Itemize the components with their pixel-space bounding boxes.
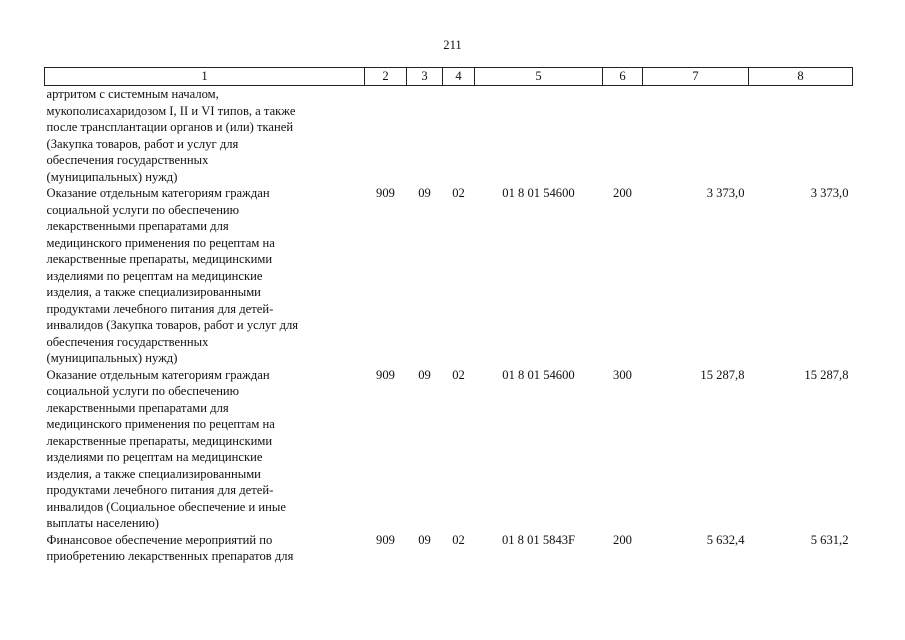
amount-year-2: 15 287,8 — [804, 367, 849, 382]
subsection-code: 02 — [452, 532, 465, 547]
header-cell-1: 1 — [45, 68, 365, 86]
target-article-code: 01 8 01 54600 — [502, 367, 575, 382]
description-line: артритом с системным началом, — [46, 87, 219, 101]
header-cell-7: 7 — [643, 68, 749, 86]
grbs-code — [365, 86, 407, 186]
description-line: лекарственные препараты, медицинскими — [46, 433, 273, 448]
description-line: изделиями по рецептам на медицинские — [46, 268, 263, 283]
description-line: социальной услуги по обеспечению — [46, 384, 240, 398]
grbs-code: 909 — [376, 532, 395, 547]
description-line: изделия, а также специализированными — [46, 285, 261, 299]
table-row — [45, 185, 853, 367]
description-line: после трансплантации органов и (или) тканей — [46, 120, 294, 134]
grbs-code: 909 — [376, 186, 395, 200]
row-description — [45, 185, 365, 367]
amount-year-1: 15 287,8 — [700, 367, 745, 382]
amount-year-2: 3 373,0 — [810, 186, 849, 200]
budget-table — [44, 67, 853, 565]
header-cell-4: 4 — [443, 68, 475, 86]
amount-year-1: 5 632,4 — [706, 532, 745, 547]
subsection-code: 02 — [452, 186, 465, 200]
header-cell-5: 5 — [475, 68, 603, 86]
amount-year-2: 5 631,2 — [810, 532, 849, 547]
expense-type-code: 200 — [613, 532, 632, 547]
table-row — [45, 532, 853, 565]
header-row — [45, 68, 853, 86]
description-line: инвалидов (Социальное обеспечение и иные — [46, 499, 286, 514]
description-line: выплаты населению) — [46, 516, 159, 530]
table-row — [45, 367, 853, 532]
description-line: мукополисахаридозом I, II и VI типов, а также — [46, 103, 296, 118]
row-description — [45, 532, 365, 565]
description-line: обеспечения государственных — [46, 334, 209, 349]
target-article-code: 01 8 01 54600 — [502, 186, 575, 200]
row-description — [45, 86, 365, 186]
header-cell-2: 2 — [365, 68, 407, 86]
target-article-code: 01 8 01 5843F — [501, 532, 576, 547]
description-line: изделия, а также специализированными — [46, 466, 261, 481]
page-number: 211 — [443, 38, 462, 52]
description-line: Финансовое обеспечение мероприятий по — [46, 532, 273, 547]
description-line: инвалидов (Закупка товаров, работ и услуг для — [46, 318, 299, 332]
amount-year-2 — [749, 86, 853, 186]
subsection-code: 02 — [452, 367, 465, 382]
description-line: обеспечения государственных — [46, 153, 209, 167]
description-line: лекарственными препаратами для — [46, 219, 229, 233]
description-line: лекарственными препаратами для — [46, 400, 229, 415]
section-code: 09 — [418, 532, 431, 547]
amount-year-1 — [643, 86, 749, 186]
row-description — [45, 367, 365, 532]
description-line: социальной услуги по обеспечению — [46, 202, 240, 217]
description-line: (муниципальных) нужд) — [46, 169, 178, 184]
section-code — [407, 86, 443, 186]
description-line: продуктами лечебного питания для детей- — [46, 483, 274, 497]
expense-type-code: 200 — [613, 186, 632, 200]
description-line: (Закупка товаров, работ и услуг для — [46, 136, 239, 151]
description-line: (муниципальных) нужд) — [46, 351, 178, 365]
description-line: Оказание отдельным категориям граждан — [46, 186, 270, 200]
subsection-code — [443, 86, 475, 186]
section-code: 09 — [418, 367, 431, 382]
amount-year-1: 3 373,0 — [706, 186, 745, 200]
description-line: медицинского применения по рецептам на — [46, 417, 275, 431]
description-line: Оказание отдельным категориям граждан — [46, 367, 270, 382]
description-line: медицинского применения по рецептам на — [46, 235, 275, 250]
description-line: изделиями по рецептам на медицинские — [46, 450, 263, 464]
description-line: продуктами лечебного питания для детей- — [46, 301, 274, 316]
grbs-code: 909 — [376, 367, 395, 382]
header-cell-6: 6 — [603, 68, 643, 86]
header-cell-8: 8 — [749, 68, 853, 86]
expense-type-code — [603, 86, 643, 186]
target-article-code — [475, 86, 603, 186]
header-cell-3: 3 — [407, 68, 443, 86]
description-line: приобретению лекарственных препаратов для — [46, 549, 294, 563]
description-line: лекарственные препараты, медицинскими — [46, 252, 273, 266]
section-code: 09 — [418, 186, 431, 200]
expense-type-code: 300 — [613, 367, 632, 382]
table-row — [45, 86, 853, 186]
